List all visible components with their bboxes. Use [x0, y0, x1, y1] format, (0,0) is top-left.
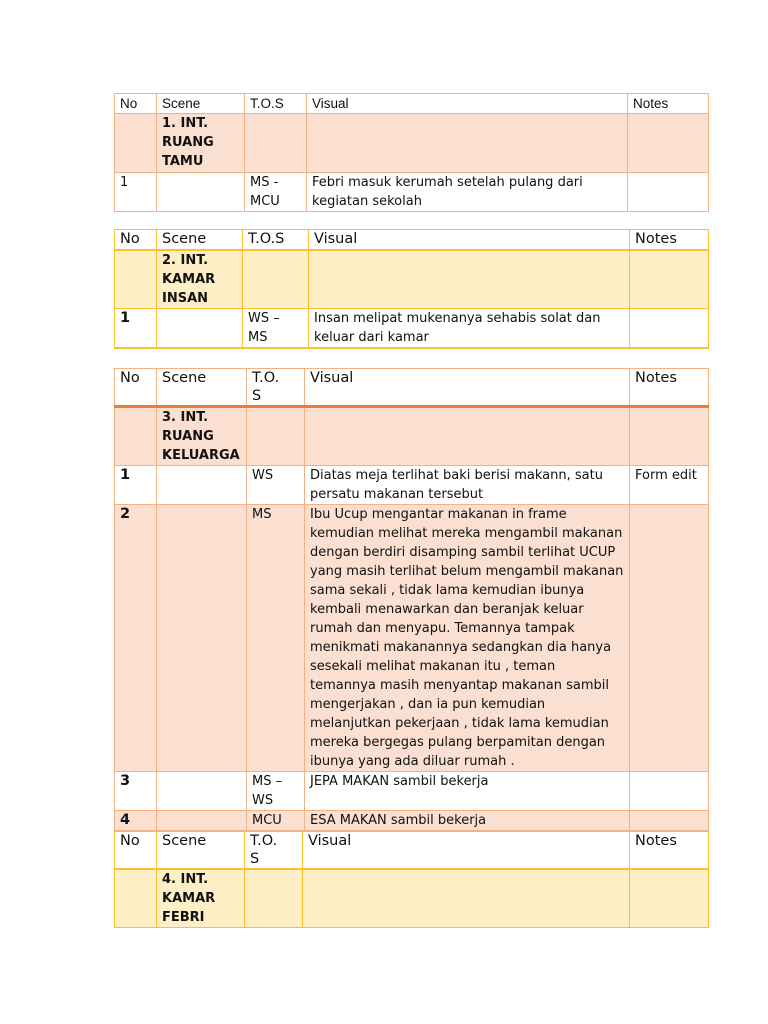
row-visual: JEPA MAKAN sambil bekerja — [305, 772, 630, 811]
row-tos: WS — [247, 466, 305, 505]
header-notes: Notes — [628, 94, 709, 114]
row-notes — [630, 772, 709, 811]
row-visual: Febri masuk kerumah setelah pulang dari kegiatan sekolah — [307, 173, 628, 212]
scene-row — [115, 869, 709, 928]
shot-table-scene-2 — [114, 229, 709, 349]
header-visual: Visual — [303, 832, 630, 870]
scene-title: 2. INT. KAMAR INSAN — [157, 250, 243, 309]
row-notes — [630, 811, 709, 831]
row-scene — [157, 466, 247, 505]
header-visual: Visual — [309, 230, 630, 251]
table-row — [115, 173, 709, 212]
header-notes: Notes — [630, 832, 709, 870]
table-row — [115, 811, 709, 831]
row-scene — [157, 811, 247, 831]
row-no: 1 — [115, 309, 157, 349]
scene-row — [115, 407, 709, 466]
header-no: No — [115, 369, 157, 407]
row-visual: Insan melipat mukenanya sehabis solat dan keluar dari kamar — [309, 309, 630, 349]
row-no: 1 — [115, 466, 157, 505]
scene-row — [115, 250, 709, 309]
header-tos: T.O.S — [243, 230, 309, 251]
row-notes — [630, 309, 709, 349]
scene-row — [115, 114, 709, 173]
scene-title: 4. INT. KAMAR FEBRI — [157, 869, 245, 928]
row-visual: Diatas meja terlihat baki berisi makann, satu persatu makanan tersebut — [305, 466, 630, 505]
shot-table-scene-3 — [114, 368, 709, 831]
header-scene: Scene — [157, 832, 245, 870]
row-scene — [157, 505, 247, 772]
row-tos: MS - MCU — [245, 173, 307, 212]
header-visual: Visual — [305, 369, 630, 407]
header-visual: Visual — [307, 94, 628, 114]
row-notes — [628, 173, 709, 212]
row-notes: Form edit — [630, 466, 709, 505]
table-header-row — [115, 230, 709, 251]
row-scene — [157, 309, 243, 349]
table-row — [115, 505, 709, 772]
table-header-row — [115, 832, 709, 870]
header-no: No — [115, 230, 157, 251]
scene-title: 3. INT. RUANG KELUARGA — [157, 407, 247, 466]
header-no: No — [115, 832, 157, 870]
row-visual: ESA MAKAN sambil bekerja — [305, 811, 630, 831]
row-tos: WS – MS — [243, 309, 309, 349]
shot-table-scene-1 — [114, 93, 709, 212]
table-row — [115, 772, 709, 811]
row-notes — [630, 505, 709, 772]
row-tos: MS – WS — [247, 772, 305, 811]
header-scene: Scene — [157, 369, 247, 407]
table-header-row — [115, 94, 709, 114]
scene-title: 1. INT. RUANG TAMU — [157, 114, 245, 173]
header-tos: T.O. S — [245, 832, 303, 870]
row-no: 3 — [115, 772, 157, 811]
row-scene — [157, 772, 247, 811]
header-notes: Notes — [630, 369, 709, 407]
row-visual: Ibu Ucup mengantar makanan in frame kemudian melihat mereka mengambil makanan dengan berdiri disamping sambil terlihat UCUP yang masih terlihat belum mengambil makanan sama sekali , tidak lama kemudian ibunya kembali menawarkan dan beranjak keluar rumah dan menyapu. Temannya tampak menikmati makanannya sedangkan dia hanya sesekali melihat makanan itu , teman temannya masih menyantap makanan sambil mengerjakan , dan ia pun kemudian melanjutkan pekerjaan , tidak lama kemudian mereka bergegas pulang berpamitan dengan ibunya yang ada diluar rumah . — [305, 505, 630, 772]
row-no: 4 — [115, 811, 157, 831]
row-no: 2 — [115, 505, 157, 772]
table-row — [115, 309, 709, 349]
table-row — [115, 466, 709, 505]
row-tos: MCU — [247, 811, 305, 831]
header-scene: Scene — [157, 94, 245, 114]
header-scene: Scene — [157, 230, 243, 251]
shot-table-scene-4 — [114, 831, 709, 928]
row-no: 1 — [115, 173, 157, 212]
header-tos: T.O. S — [247, 369, 305, 407]
row-scene — [157, 173, 245, 212]
header-tos: T.O.S — [245, 94, 307, 114]
header-no: No — [115, 94, 157, 114]
header-notes: Notes — [630, 230, 709, 251]
table-header-row — [115, 369, 709, 407]
row-tos: MS — [247, 505, 305, 772]
